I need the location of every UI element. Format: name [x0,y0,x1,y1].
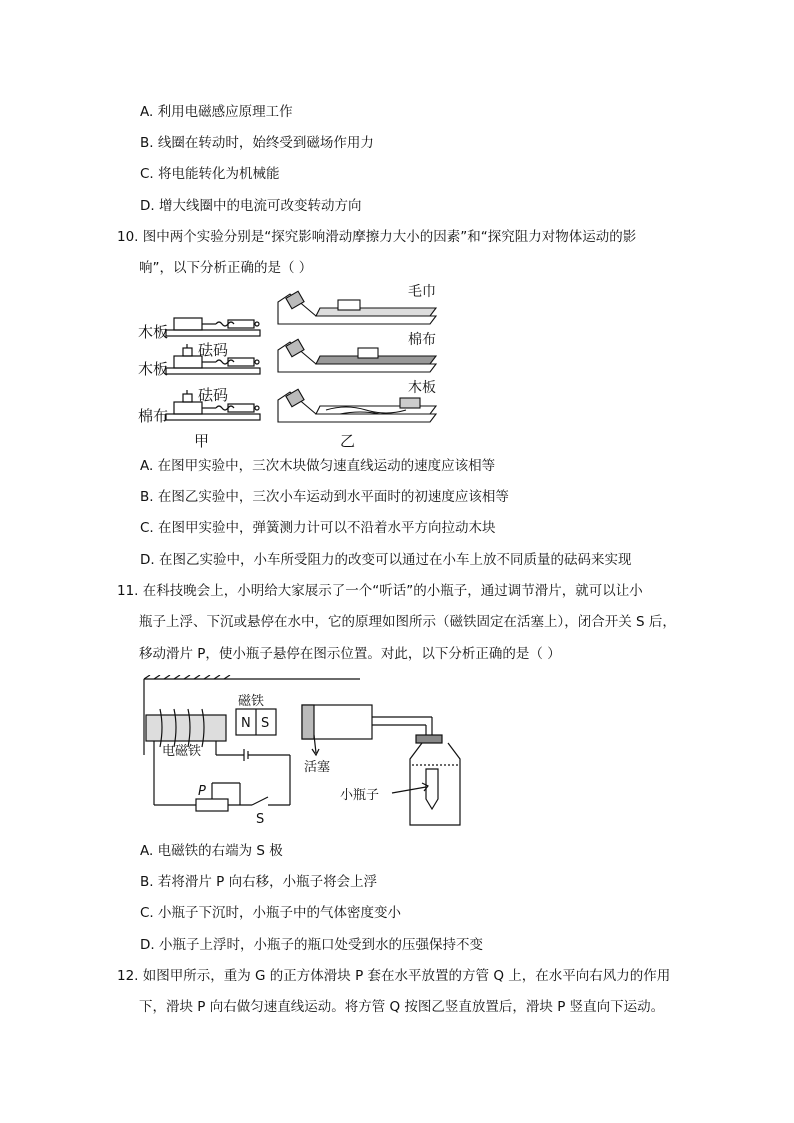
electromagnet-label: 电磁铁 [162,744,202,759]
q10-option-d: D. 在图乙实验中，小车所受阻力的改变可以通过在小车上放不同质量的砝码来实现 [140,552,632,568]
q11-option-a: A. 电磁铁的右端为 S 极 [140,843,283,859]
magnet-n: N [241,716,251,731]
switch-s-label: S [256,812,265,827]
q11-stem-line3: 移动滑片 P，使小瓶子悬停在图示位置。对此，以下分析正确的是（ ） [139,646,561,662]
q12-stem-line2: 下，滑块 P 向右做匀速直线运动。将方管 Q 按图乙竖直放置后，滑块 P 竖直向下运动。 [139,999,665,1015]
q10-option-a: A. 在图甲实验中，三次木块做匀速直线运动的速度应该相等 [140,458,496,474]
q11-stem-line1: 11. 在科技晚会上，小明给大家展示了一个“听话”的小瓶子，通过调节滑片，就可以让小 [117,583,643,599]
fig-yi-label-1: 毛巾 [408,284,436,300]
q9-option-b: B. 线圈在转动时，始终受到磁场作用力 [140,135,374,151]
fig-jia-weight-2: 砝码 [198,386,229,404]
fig-jia-weight-1: 砝码 [198,341,229,359]
q11-figure [140,675,470,830]
fig-yi-label-2: 棉布 [408,332,436,348]
q9-option-d: D. 增大线圈中的电流可改变转动方向 [140,198,362,214]
q11-option-b: B. 若将滑片 P 向右移，小瓶子将会上浮 [140,874,378,890]
fig-jia-label-3: 棉布 [138,407,169,425]
fig-jia-label-1: 木板 [138,323,169,341]
slider-p-label: P [198,784,206,799]
bottle-label: 小瓶子 [340,788,380,803]
fig-yi-caption: 乙 [340,432,356,450]
water-bottle [392,735,460,825]
q9-option-a: A. 利用电磁感应原理工作 [140,104,293,120]
q10-figure [130,280,450,450]
fig-yi-label-3: 木板 [408,380,436,396]
magnet-s: S [261,716,270,731]
fig-jia-row1 [166,318,260,336]
magnet-label: 磁铁 [238,694,265,709]
q10-stem-line2: 响”，以下分析正确的是（ ） [139,260,313,276]
piston-label: 活塞 [304,760,331,775]
q11-option-d: D. 小瓶子上浮时，小瓶子的瓶口处受到水的压强保持不变 [140,937,483,953]
q10-option-c: C. 在图甲实验中，弹簧测力计可以不沿着水平方向拉动木块 [140,520,496,536]
q10-option-b: B. 在图乙实验中，三次小车运动到水平面时的初速度应该相等 [140,489,509,505]
fig-jia-label-2: 木板 [138,360,169,378]
q11-stem-line2: 瓶子上浮、下沉或悬停在水中，它的原理如图所示（磁铁固定在活塞上），闭合开关 S 后， [139,614,676,630]
fig-jia-caption: 甲 [194,432,210,450]
q9-option-c: C. 将电能转化为机械能 [140,166,280,182]
q10-stem-line1: 10. 图中两个实验分别是“探究影响滑动摩擦力大小的因素”和“探究阻力对物体运动的影 [117,229,637,245]
q12-stem-line1: 12. 如图甲所示，重为 G 的正方体滑块 P 套在水平放置的方管 Q 上，在水平向右风力的作用 [117,968,671,984]
q11-option-c: C. 小瓶子下沉时，小瓶子中的气体密度变小 [140,905,402,921]
